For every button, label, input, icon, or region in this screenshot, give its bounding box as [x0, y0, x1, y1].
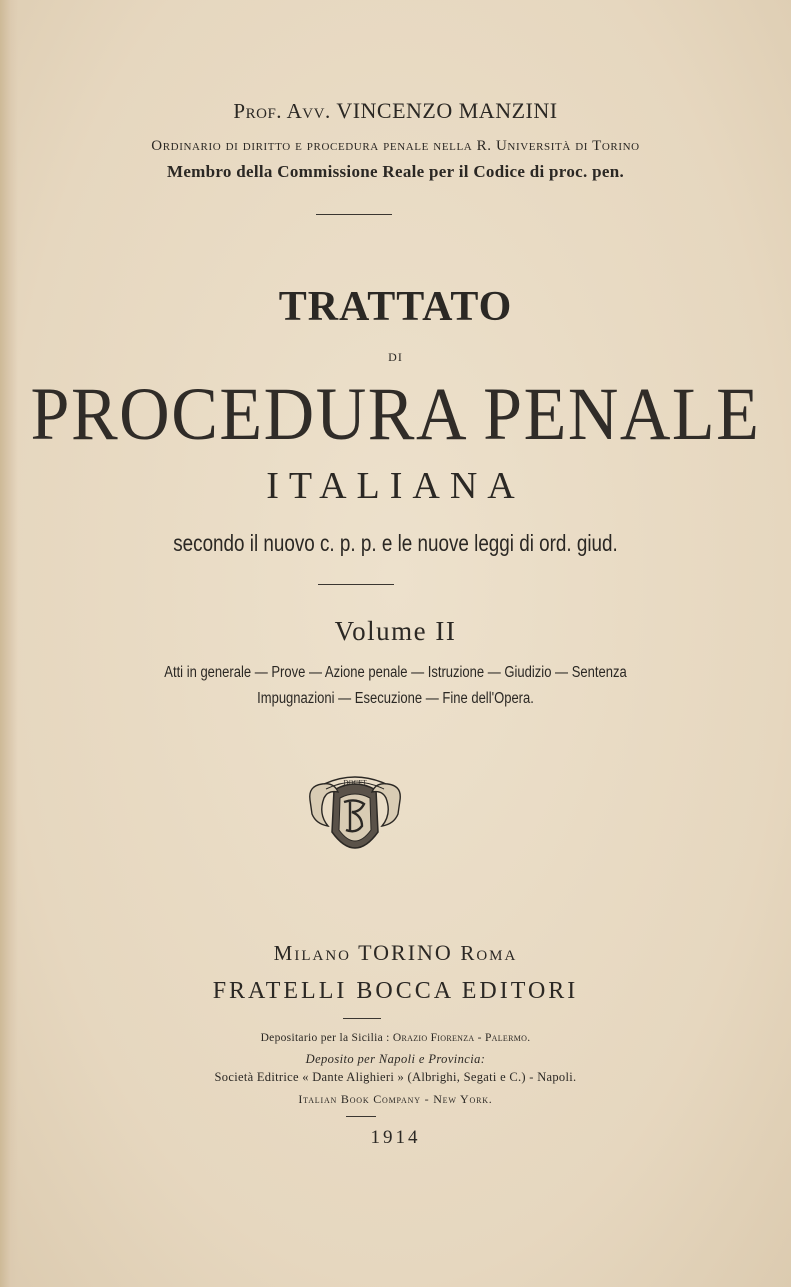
author-name: VINCENZO MANZINI	[336, 98, 558, 123]
divider	[316, 214, 392, 215]
author-prefix: Prof. Avv.	[233, 99, 331, 123]
imprint-city-roma: Roma	[460, 941, 518, 965]
imprint-cities	[0, 940, 791, 966]
emblem-ribbon-text: DOCET	[343, 779, 367, 787]
title-connector: DI	[388, 350, 403, 364]
volume-label: Volume II	[334, 616, 457, 646]
depot-naples-company: Società Editrice « Dante Alighieri » (Albrighi, Segati e C.) - Napoli.	[214, 1070, 577, 1084]
author-affiliation: Ordinario di diritto e procedura penale nella R. Università di Torino	[151, 138, 640, 154]
volume-contents-line-2: Impugnazioni — Esecuzione — Fine dell'Opera.	[257, 690, 534, 707]
author-line	[0, 98, 791, 124]
imprint-city-torino: TORINO	[358, 940, 453, 965]
publication-year: 1914	[370, 1127, 421, 1148]
divider	[343, 1018, 381, 1019]
title-line-3: ITALIANA	[266, 465, 525, 507]
divider	[318, 584, 394, 585]
publisher-monogram-icon	[304, 772, 406, 864]
depot-sicily-label: Depositario per la Sicilia :	[260, 1032, 390, 1044]
depot-sicily-name: Orazio Fiorenza - Palermo.	[392, 1032, 531, 1044]
author-membership: Membro della Commissione Reale per il Codice di proc. pen.	[166, 162, 624, 181]
imprint-city-milano: Milano	[273, 941, 351, 965]
depot-naples: Deposito per Napoli e Provincia:	[305, 1052, 486, 1066]
volume-contents-line-1: Atti in generale — Prove — Azione penale — Istruzione — Giudizio — Sentenza	[164, 664, 627, 681]
subtitle: secondo il nuovo c. p. p. e le nuove leggi di ord. giud.	[173, 530, 618, 556]
publisher-name: FRATELLI BOCCA EDITORI	[212, 978, 579, 1004]
depot-sicily	[0, 1032, 791, 1044]
divider	[346, 1116, 376, 1117]
title-line-2: PROCEDURA PENALE	[30, 372, 761, 457]
depot-new-york: Italian Book Company - New York.	[298, 1092, 493, 1106]
title-line-1: TRATTATO	[278, 284, 513, 330]
